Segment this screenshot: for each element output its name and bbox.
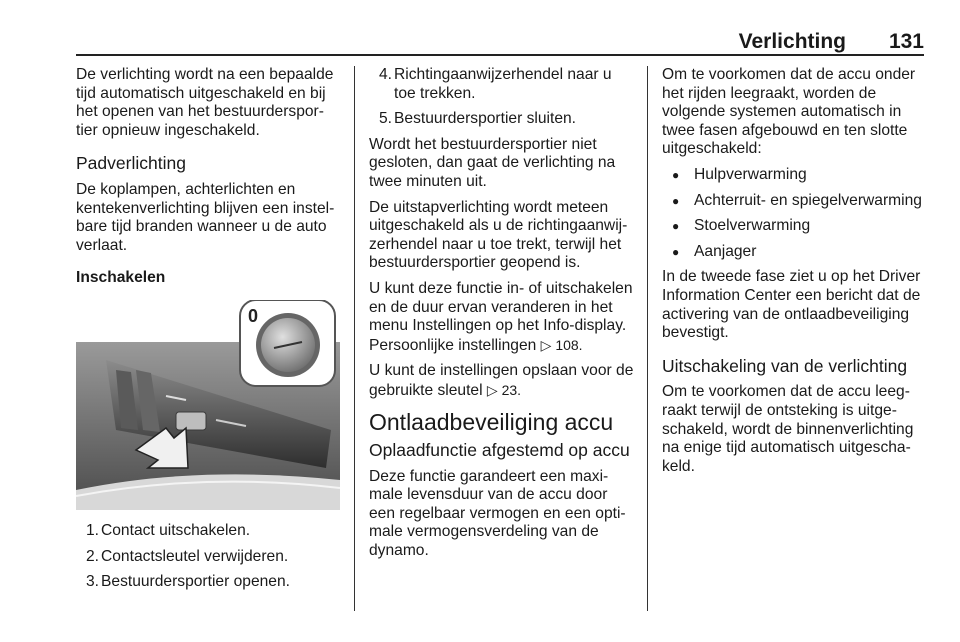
list-item: 2. Contactsleutel verwijderen.: [86, 547, 289, 565]
steps-list-2: [369, 66, 635, 129]
intro-paragraph: De verlichting wordt na een bepaalde tijd automatisch uitgeschakeld en bij het openen van het bestuurderspor-tier opnieuw ingeschakeld.: [76, 66, 334, 139]
column-2: [369, 66, 635, 568]
column-divider: [647, 66, 648, 611]
list-item: 1. Contact uitschakelen.: [86, 521, 251, 539]
list-item: ● Stoelverwarming: [662, 217, 928, 236]
page-header: [76, 26, 924, 56]
subheading-inschakelen: Inschakelen: [76, 269, 166, 287]
list-item: ● Hulpverwarming: [662, 166, 928, 185]
paragraph: Om te voorkomen dat de accu leeg-raakt terwijl de ontsteking is uitge-schakeld, wordt de binnenverlichting na enige tijd automatisch uitgescha-keld.: [662, 383, 914, 475]
column-3: [662, 66, 928, 483]
padverlichting-paragraph: De koplampen, achterlichten en kentekenverlichting blijven een instel-bare tijd branden wanneer u de auto verlaat.: [76, 180, 335, 254]
steps-list-1: [76, 522, 344, 592]
subsection-title-oplaadfunctie: Oplaadfunctie afgestemd op accu: [369, 440, 630, 461]
bullet-list: [662, 166, 928, 261]
paragraph: De uitstapverlichting wordt meteen uitgeschakeld als u de richtingaanwij-zerhendel naar u toe trekt, terwijl het bestuurdersportier geopend is.: [369, 198, 628, 272]
turn-signal-lever-illustration: [76, 300, 340, 510]
section-heading-uitschakeling: Uitschakeling van de verlichting: [662, 355, 908, 376]
list-item: 5. Bestuurdersportier sluiten.: [379, 110, 577, 128]
page-reference-link[interactable]: ▷ 108.: [540, 336, 583, 353]
list-item: ● Achterruit- en spiegelverwarming: [662, 192, 928, 211]
list-item: 3. Bestuurdersportier openen.: [86, 573, 290, 591]
paragraph: Om te voorkomen dat de accu onder het rijden leegraakt, worden de volgende systemen automatisch in twee fasen afgebouwd en ten slotte uitgeschakeld:: [662, 66, 916, 158]
lever-drawing: [76, 300, 340, 510]
list-item: ● Aanjager: [662, 243, 928, 262]
section-heading-padverlichting: Padverlichting: [76, 153, 186, 174]
column-divider: [354, 66, 355, 611]
paragraph: Wordt het bestuurdersportier niet gesloten, dan gaat de verlichting na twee minuten uit.: [369, 135, 616, 190]
lever-position-label: 0: [248, 305, 259, 326]
paragraph: In de tweede fase ziet u op het Driver Information Center een bericht dat de activering van de ontlaadbeveiliging bevestigt.: [662, 268, 921, 342]
chapter-title: Verlichting: [738, 30, 846, 53]
paragraph: U kunt de instellingen opslaan voor de gebruikte sleutel ▷ 23.: [369, 362, 634, 399]
page-number: 131: [888, 30, 924, 53]
page-reference-link[interactable]: ▷ 23.: [486, 381, 522, 398]
paragraph: Deze functie garandeert een maxi-male levensduur van de accu door een regelbaar vermogen en een opti-male vermogensverdeling van de dynamo.: [369, 467, 626, 560]
column-1: [76, 66, 344, 599]
section-title-ontlaadbeveiliging: Ontlaadbeveiliging accu: [369, 408, 614, 435]
paragraph: U kunt deze functie in- of uitschakelen en de duur ervan veranderen in het menu Instellingen op het Info-display. Persoonlijke instellingen ▷ 108.: [369, 279, 633, 354]
list-item: 4. Richtingaanwijzerhendel naar u toe trekken.: [379, 66, 612, 102]
